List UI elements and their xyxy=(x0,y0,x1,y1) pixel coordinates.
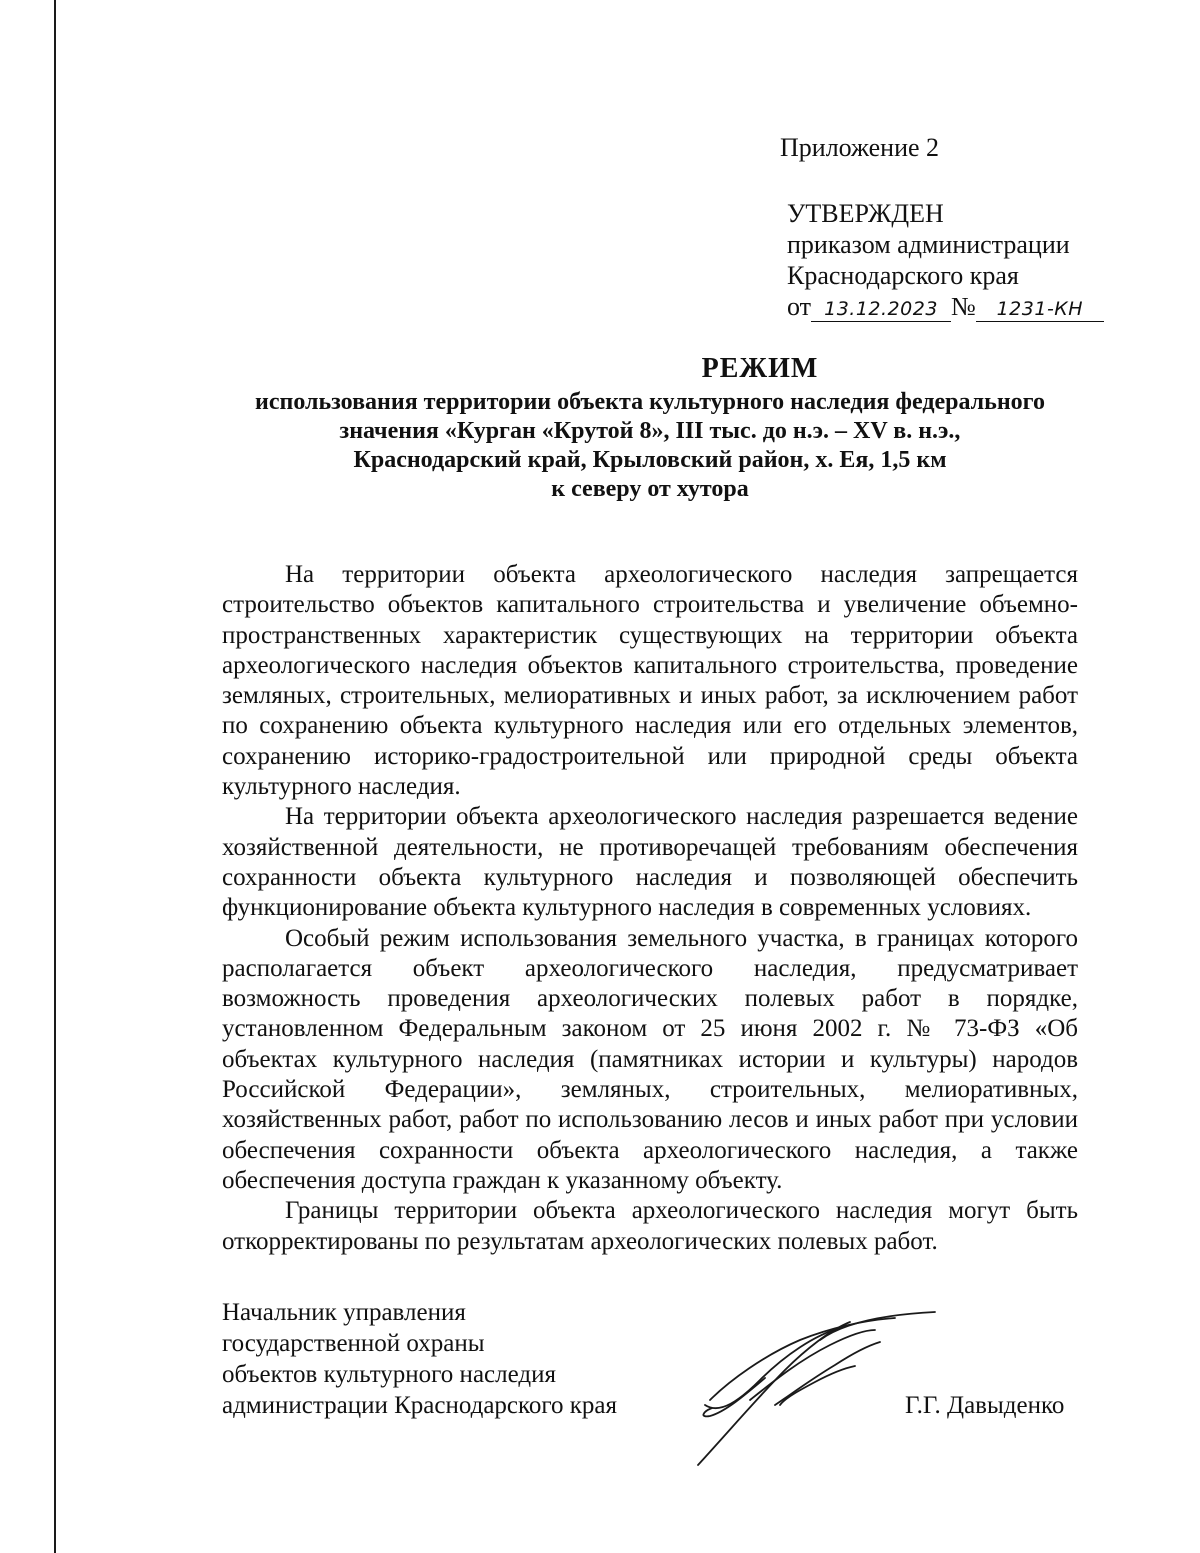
signer-title-line-4: администрации Краснодарского края xyxy=(222,1392,618,1419)
paragraph-prohibitions: На территории объекта археологического наследия запрещается строительство объектов капитального строительства и увеличение объемно-пространственных характеристик существующих на территории объекта археологического наследия объектов капитального строительства, проведение земляных, строительных, мелиоративных и иных работ, за исключением работ по сохранению объекта культурного наследия или его отдельных элементов, сохранению историко-градостроительной или природной среды объекта культурного наследия. xyxy=(222,561,1078,801)
document-title-block xyxy=(160,352,1200,504)
date-prefix: от xyxy=(787,292,812,321)
appendix-label: Приложение 2 xyxy=(780,133,940,162)
signer-title-line-3: объектов культурного наследия xyxy=(222,1361,556,1388)
paragraph-special-regime: Особый режим использования земельного участка, в границах которого располагается объект археологического наследия, предусматривает возможность проведения археологических полевых работ в порядке, установленном Федеральным законом от 25 июня 2002 г. № 73-ФЗ «Об объектах культурного наследия (памятниках истории и культуры) народов Российской Федерации», земляных, строительных, мелиоративных, хозяйственных работ, работ по использованию лесов и иных работ при условии обеспечения сохранности объекта археологического наследия, а также обеспечения доступа граждан к указанному объекту. xyxy=(222,924,1078,1194)
approval-line-region: Краснодарского края xyxy=(787,261,1019,290)
handwritten-date: 13.12.2023 xyxy=(811,297,951,322)
document-subtitle-line-3: Краснодарский край, Крыловский район, х. Ея, 1,5 км xyxy=(353,447,947,473)
document-subtitle-line-1: использования территории объекта культурного наследия федерального xyxy=(255,389,1045,415)
approval-heading: УТВЕРЖДЕН xyxy=(787,199,944,228)
signer-title-line-1: Начальник управления xyxy=(222,1299,466,1326)
signer-title-block xyxy=(222,1297,617,1421)
paragraph-boundaries: Границы территории объекта археологического наследия могут быть откорректированы по результатам археологических полевых работ. xyxy=(222,1197,1078,1255)
document-body xyxy=(222,560,1078,1257)
number-prefix: № xyxy=(951,292,976,321)
approval-date-number-line xyxy=(787,291,1104,322)
approval-line-order: приказом администрации xyxy=(787,230,1070,259)
document-title: РЕЖИМ xyxy=(701,353,819,384)
approval-block xyxy=(787,198,1104,322)
handwritten-number: 1231-КН xyxy=(976,297,1104,322)
paragraph-permitted-activity: На территории объекта археологического наследия разрешается ведение хозяйственной деятельности, не противоречащей требованиям обеспечения сохранности объекта культурного наследия и позволяющей обеспечить функционирование объекта культурного наследия в современных условиях. xyxy=(222,803,1078,922)
signer-name: Г.Г. Давыденко xyxy=(905,1392,1065,1419)
signer-title-line-2: государственной охраны xyxy=(222,1330,485,1357)
page-left-edge-line xyxy=(54,0,56,1553)
handwritten-signature-icon xyxy=(690,1300,940,1470)
document-subtitle-line-4: к северу от хутора xyxy=(551,476,749,502)
document-subtitle-line-2: значения «Курган «Крутой 8», III тыс. до н.э. – XV в. н.э., xyxy=(339,418,961,444)
